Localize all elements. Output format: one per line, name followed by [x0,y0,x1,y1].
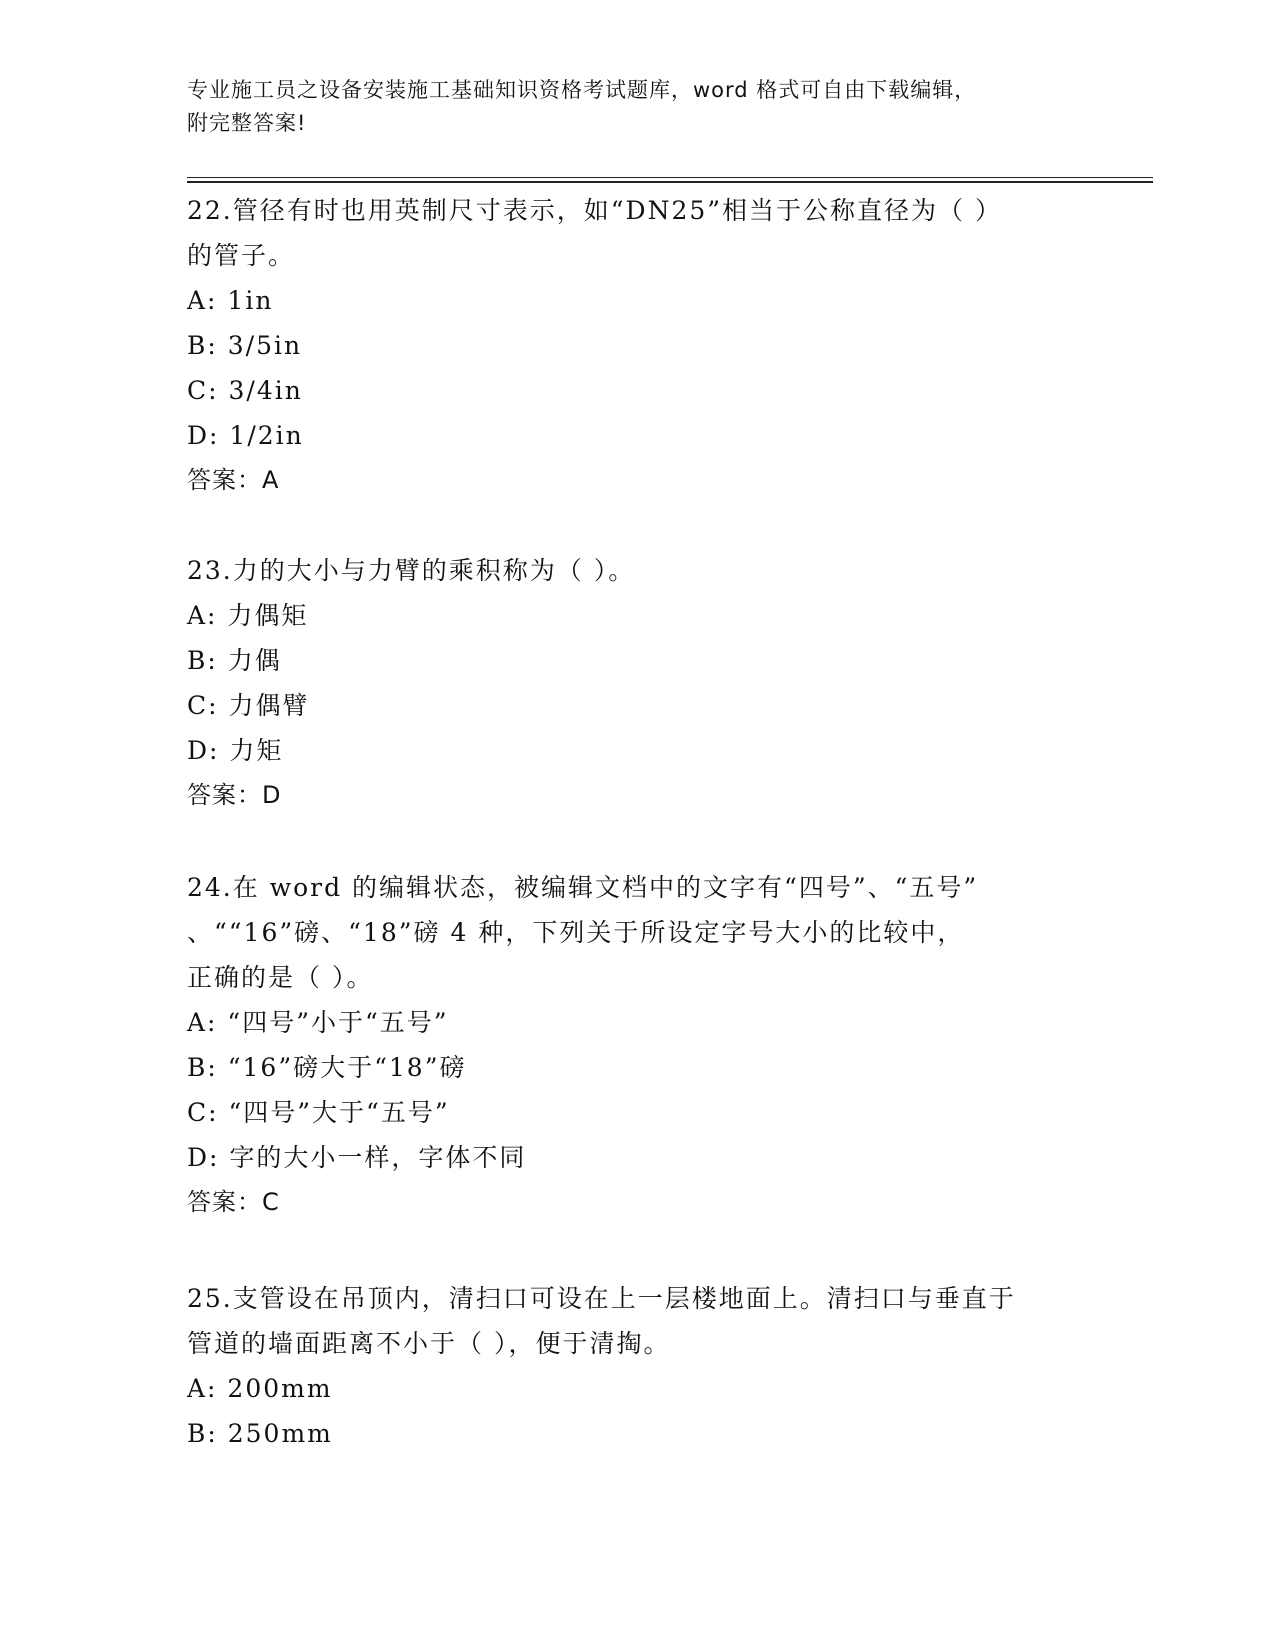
answer-line: 答案：C [187,1188,280,1216]
option-c: C: 3/4in [187,376,303,405]
question-stem [187,188,1087,278]
option-a: A: 1in [187,286,274,315]
option-b: B: 250mm [187,1419,333,1448]
header-divider-thick [187,181,1153,183]
stem-line: 管道的墙面距离不小于（ ），便于清掏。 [187,1329,671,1358]
question-25 [187,1276,1087,1456]
option-b: B: “16”磅大于“18”磅 [187,1053,467,1082]
option-b: B: 力偶 [187,646,282,675]
stem-line: 24.在 word 的编辑状态，被编辑文档中的文字有“四号”、“五号” [187,873,979,902]
question-stem [187,548,1087,593]
option-c: C: 力偶臂 [187,691,310,720]
option-d: D: 1/2in [187,421,304,450]
header-line-1: 专业施工员之设备安装施工基础知识资格考试题库，word 格式可自由下载编辑， [187,78,977,102]
option-a: A: 200mm [187,1374,333,1403]
answer-line: 答案：D [187,781,282,809]
question-22 [187,188,1087,503]
option-d: D: 力矩 [187,736,284,765]
document-header [187,74,1087,140]
option-c: C: “四号”大于“五号” [187,1098,450,1127]
question-stem [187,865,1087,1000]
answer-line: 答案：A [187,466,280,494]
option-d: D: 字的大小一样，字体不同 [187,1143,527,1172]
question-stem [187,1276,1087,1366]
stem-line: 22.管径有时也用英制尺寸表示，如“DN25”相当于公称直径为（ ） [187,196,1002,225]
question-24 [187,865,1087,1225]
question-23 [187,548,1087,818]
stem-line: 正确的是（ ）。 [187,963,374,992]
stem-line: 的管子。 [187,241,296,270]
header-divider-thin [187,177,1153,178]
option-a: A: “四号”小于“五号” [187,1008,449,1037]
stem-line: 25.支管设在吊顶内，清扫口可设在上一层楼地面上。清扫口与垂直于 [187,1284,1016,1313]
option-a: A: 力偶矩 [187,601,309,630]
header-line-2: 附完整答案! [187,111,307,135]
stem-line: 、““16”磅、“18”磅 4 种，下列关于所设定字号大小的比较中， [187,918,965,947]
option-b: B: 3/5in [187,331,303,360]
stem-line: 23.力的大小与力臂的乘积称为（ ）。 [187,556,636,585]
